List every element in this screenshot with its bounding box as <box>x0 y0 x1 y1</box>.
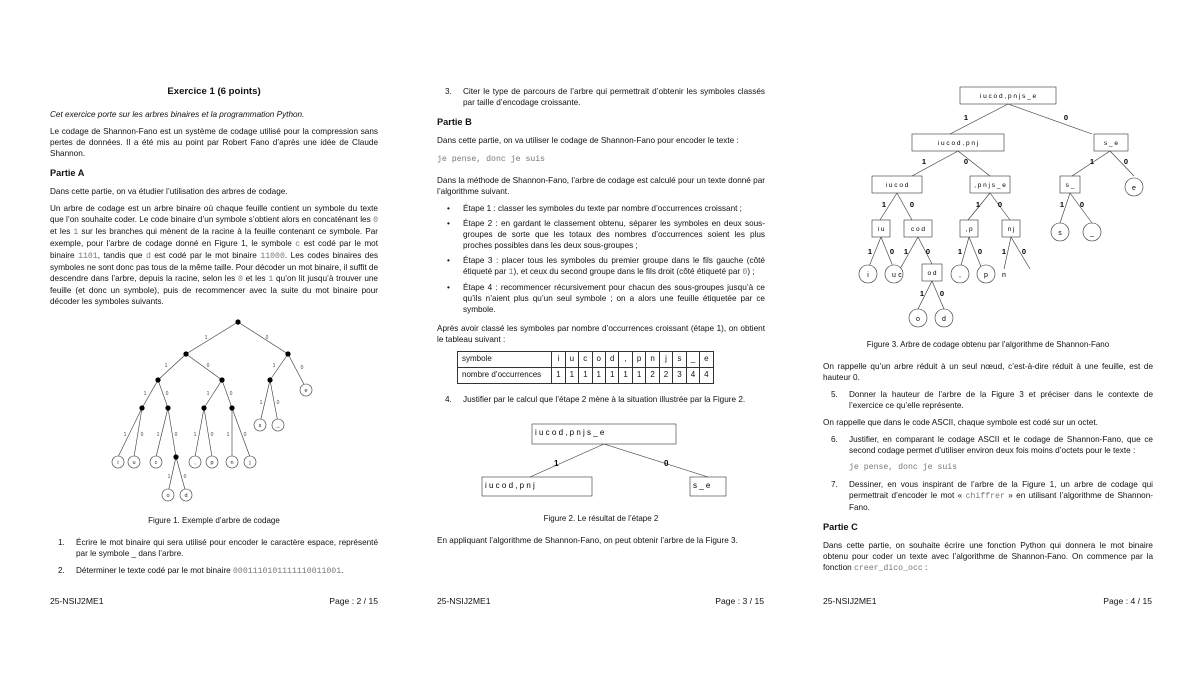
step-4: • Étape 4 : recommencer récursivement pour chacun des sous-groupes jusqu’à ce qu’ils n’aient plus qu’un seul symbole ; on a alors une feuille étiquetée par ce symbole. <box>437 282 765 315</box>
fig1-bit: 1 <box>123 432 127 438</box>
fig3-leaf-label: , <box>959 272 961 279</box>
fig1-bit: 1 <box>164 363 168 369</box>
fig3-bit: 0 <box>909 200 915 209</box>
fig3-node-label: o d <box>927 270 937 277</box>
page-2-after-figure <box>50 512 378 583</box>
figure-1-caption: Figure 1. Exemple d’arbre de codage <box>148 516 280 525</box>
question-3: 3. Citer le type de parcours de l’arbre qui permettrait d’obtenir les symboles classés par taille d’encodage croissante. <box>445 87 765 108</box>
fig1-bit: 0 <box>265 335 269 341</box>
fig1-bit: 0 <box>206 363 210 369</box>
paragraph-part-c: Dans cette partie, on souhaite écrire une fonction Python qui donnera le mot binaire obtenu pour coder un texte avec l’algorithme de Shannon-Fano. On commence par la fonction creer_dico_occ : <box>823 540 1153 574</box>
step-1: • Étape 1 : classer les symboles du texte par nombre d’occurrences croissant ; <box>437 203 765 214</box>
fig1-node <box>139 405 144 410</box>
fig3-bit: 1 <box>921 157 927 166</box>
page-3-content <box>437 86 765 411</box>
question-1: 1. Écrire le mot binaire qui sera utilisé pour encoder le caractère espace, représenté par le symbole _ dans l’arbre. <box>58 537 378 558</box>
fig3-node-label: i u <box>877 226 885 233</box>
figure-2-caption: Figure 2. Le résultat de l’étape 2 <box>543 514 659 523</box>
fig3-bit: 0 <box>889 247 895 256</box>
paragraph-part-b: Dans cette partie, on va utiliser le codage de Shannon-Fano pour encoder le texte : <box>437 135 739 145</box>
fig3-node-label: s _ e <box>1103 140 1119 147</box>
paragraph-algorithm: Dans la méthode de Shannon-Fano, l’arbre de codage est calculé pour un texte donné par l’algorithme suivant. <box>437 175 765 196</box>
step-3: • Étape 3 : placer tous les symboles du premier groupe dans le fils gauche (côté étiqueté par 1), et ceux du second groupe dans le fils droit (côté étiqueté par 0) ; <box>437 255 765 278</box>
fig3-bit: 1 <box>1001 247 1007 256</box>
fig1-bit: 1 <box>259 400 263 406</box>
page-2 <box>0 0 392 675</box>
fig3-node-label: c o d <box>910 226 926 233</box>
fig1-bit: 1 <box>206 391 210 397</box>
part-c-heading: Partie C <box>823 522 858 533</box>
footer-page: Page : 3 / 15 <box>715 596 764 606</box>
fig3-bit: 0 <box>1021 247 1027 256</box>
fig3-leaf-label: s <box>1058 230 1062 237</box>
fig3-leaf-label: n <box>1002 272 1006 279</box>
fig1-node <box>201 405 206 410</box>
paragraph-ascii: On rappelle que dans le code ASCII, chaque symbole est codé sur un octet. <box>823 418 1098 428</box>
fig1-leaf-label: e <box>304 388 308 394</box>
fig3-bit: 0 <box>963 157 969 166</box>
question-4: 4. Justifier par le calcul que l’étape 2 mène à la situation illustrée par la Figure 2. <box>445 395 746 405</box>
fig1-bit: 0 <box>140 432 144 438</box>
fig3-node-label: i u c o d , p n j s _ e <box>979 93 1037 100</box>
footer-code: 25-NSIJ2ME1 <box>50 596 104 606</box>
fig1-bit: 0 <box>229 391 233 397</box>
fig3-leaf-label: c <box>898 272 902 279</box>
fig3-bit: 1 <box>1059 200 1065 209</box>
fig3-bit: 1 <box>881 200 887 209</box>
figure-3-caption: Figure 3. Arbre de codage obtenu par l’algorithme de Shannon-Fano <box>866 340 1110 349</box>
paragraph-part-a: Dans cette partie, on va étudier l’utilisation des arbres de codage. <box>50 186 288 196</box>
fig1-leaf-label: o <box>166 493 170 499</box>
fig1-bit: 0 <box>183 474 187 480</box>
step-2: • Étape 2 : en gardant le classement obtenu, séparer les symboles en deux sous-groupes de sorte que les totaux des nombres d’occurrences soient les plus proches possibles dans les deux sous-groupes ; <box>437 218 765 251</box>
text-to-encode: je pense, donc je suis <box>849 463 958 473</box>
part-b-heading: Partie B <box>437 117 472 128</box>
question-5: 5. Donner la hauteur de l’arbre de la Figure 3 et préciser dans le contexte de l’exercice ce qu’elle représente. <box>831 389 1153 410</box>
page-2-content <box>50 86 378 313</box>
fig3-leaf-label: _ <box>1090 230 1094 237</box>
fig1-leaf-label: s <box>258 423 262 429</box>
fig1-node <box>183 351 188 356</box>
fig1-leaf-label: j <box>249 460 251 466</box>
fig3-bit: 1 <box>975 200 981 209</box>
fig1-leaf-label: c <box>154 460 158 466</box>
fig1-bit: 1 <box>193 432 197 438</box>
fig1-node <box>173 454 178 459</box>
fig1-bit: 0 <box>165 391 169 397</box>
fig1-leaf-label: i <box>117 460 119 466</box>
fig1-leaf-label: , <box>194 460 196 466</box>
fig3-bit: 1 <box>963 113 969 122</box>
fig3-node-label: n j <box>1007 226 1015 233</box>
fig1-bit: 1 <box>272 363 276 369</box>
fig3-node-label: , p <box>965 226 973 233</box>
fig1-bit: 0 <box>243 432 247 438</box>
fig3-leaf-label: p <box>984 272 988 279</box>
fig3-node-label: i u c o d <box>885 182 909 189</box>
fig1-node <box>229 405 234 410</box>
exercise-title: Exercice 1 (6 points) <box>167 86 261 97</box>
fig1-bit: 1 <box>156 432 160 438</box>
fig3-bit: 1 <box>1089 157 1095 166</box>
fig3-bit: 1 <box>867 247 873 256</box>
fig3-bit: 1 <box>957 247 963 256</box>
fig3-bit: 0 <box>925 247 931 256</box>
paragraph-shannon: Le codage de Shannon-Fano est un système de codage utilisé pour la compression sans pertes de données. Il a été mis au point par Robert Fano d’après une idée de Claude Shannon. <box>50 127 378 159</box>
occurrence-table <box>457 351 714 384</box>
fig3-node-label: i u c o d , p n j <box>937 140 979 147</box>
fig3-bit: 1 <box>903 247 909 256</box>
figure-1-tree <box>100 316 330 506</box>
paragraph-coding-tree: Un arbre de codage est un arbre binaire où chaque feuille contient un symbole du texte que l’on souhaite coder. Le code binaire d’un symbole s’obtient alors en concaténant les 0 et les 1 sur les branches qui mènent de la racine à la feuille contenant ce symbole. Par exemple, pour l’arbre de codage donné en Figure 1, le symbole c est codé par le mot binaire 1101, tandis que d est codé par le mot binaire 11000. Les codes binaires des symboles ne sont donc pas tous de la même taille. Pour décoder un mot binaire, il suffit de descendre dans l’arbre, depuis la racine, selon les 0 et les 1 qu’on lit jusqu’à trouver une feuille (et donc un symbole), puis de recommencer avec la suite du mot binaire pour décoder les symboles suivants. <box>50 203 378 307</box>
fig1-bit: 0 <box>276 400 280 406</box>
fig1-bit: 1 <box>167 474 171 480</box>
fig3-leaf-label: e <box>1132 185 1136 192</box>
fig1-node <box>165 405 170 410</box>
fig1-node <box>285 351 290 356</box>
part-a-heading: Partie A <box>50 168 85 179</box>
fig2-left-label: i u c o d , p n j <box>485 481 535 490</box>
fig1-bit: 0 <box>300 365 304 371</box>
fig3-bit: 0 <box>939 289 945 298</box>
fig1-bit: 1 <box>143 391 147 397</box>
question-2: 2. Déterminer le texte codé par le mot binaire 0001110101111110011001. <box>58 565 344 576</box>
fig2-bit-right: 0 <box>664 459 669 468</box>
algorithm-steps <box>437 203 765 316</box>
footer-code: 25-NSIJ2ME1 <box>437 596 491 606</box>
fig1-leaf-label: _ <box>276 423 280 429</box>
fig1-bit: 0 <box>174 432 178 438</box>
fig2-right-label: s _ e <box>693 481 711 490</box>
fig3-bit: 0 <box>997 200 1003 209</box>
fig3-node-label: s _ <box>1065 182 1075 189</box>
fig1-leaf-label: u <box>132 460 136 466</box>
question-6: 6. Justifier, en comparant le codage ASCII et le codage de Shannon-Fano, que ce second codage permet d’utiliser environ deux fois moins d’octets pour le texte : je pense, donc je suis <box>831 435 1153 473</box>
fig3-leaf-label: i <box>867 272 869 279</box>
table-row-counts: nombre d’occurrences 1 1 1 1 1 1 1 2 2 3 4 4 <box>458 368 714 384</box>
fig3-leaf-label: d <box>942 316 946 323</box>
footer-page: Page : 4 / 15 <box>1103 596 1152 606</box>
fig3-bit: 0 <box>1079 200 1085 209</box>
fig3-node-label: , p n j s _ e <box>974 182 1006 189</box>
fig1-node <box>235 319 240 324</box>
fig1-leaf-label: d <box>184 493 188 499</box>
page-3 <box>400 0 792 675</box>
fig3-bit: 0 <box>1063 113 1069 122</box>
fig3-bit: 0 <box>977 247 983 256</box>
paragraph-figure-3-intro: En appliquant l’algorithme de Shannon-Fano, on peut obtenir l’arbre de la Figure 3. <box>437 535 738 545</box>
page-3-after-figure <box>437 510 765 552</box>
fig1-bit: 1 <box>226 432 230 438</box>
fig3-bit: 1 <box>919 289 925 298</box>
paragraph-height: On rappelle qu’un arbre réduit à un seul nœud, c’est-à-dire réduit à une feuille, est de hauteur 0. <box>823 361 1153 382</box>
fig1-leaf-label: n <box>230 460 234 466</box>
fig3-leaf-label: o <box>916 316 920 323</box>
footer-page: Page : 2 / 15 <box>329 596 378 606</box>
fig1-node <box>267 377 272 382</box>
fig3-bit: 0 <box>1123 157 1129 166</box>
page-4 <box>790 0 1182 675</box>
text-to-encode: je pense, donc je suis <box>437 154 546 164</box>
fig3-leaf-label: u <box>892 272 896 279</box>
figure-3-tree <box>867 84 1150 332</box>
figure-2 <box>480 422 730 498</box>
fig2-root-label: i u c o d , p n j s _ e <box>535 428 605 437</box>
fig1-node <box>155 377 160 382</box>
fig1-bit: 1 <box>204 335 208 341</box>
fig1-node <box>219 377 224 382</box>
table-row-symbols: symbole i u c o d , p n j s _ e <box>458 352 714 368</box>
question-7: 7. Dessiner, en vous inspirant de l’arbre de la Figure 1, un arbre de codage qui permettrait d’encoder le mot « chiffrer » en utilisant l’algorithme de Shannon-Fano. <box>831 480 1153 513</box>
fig1-leaf-label: p <box>210 460 214 466</box>
footer-code: 25-NSIJ2ME1 <box>823 596 877 606</box>
page-4-content <box>823 336 1153 580</box>
questions-1-2 <box>50 537 378 577</box>
fig2-bit-left: 1 <box>554 459 559 468</box>
paragraph-table-intro: Après avoir classé les symboles par nombre d’occurrences croissant (étape 1), on obtient le tableau suivant : <box>437 324 765 345</box>
fig1-bit: 0 <box>210 432 214 438</box>
intro: Cet exercice porte sur les arbres binaires et la programmation Python. <box>50 109 305 119</box>
